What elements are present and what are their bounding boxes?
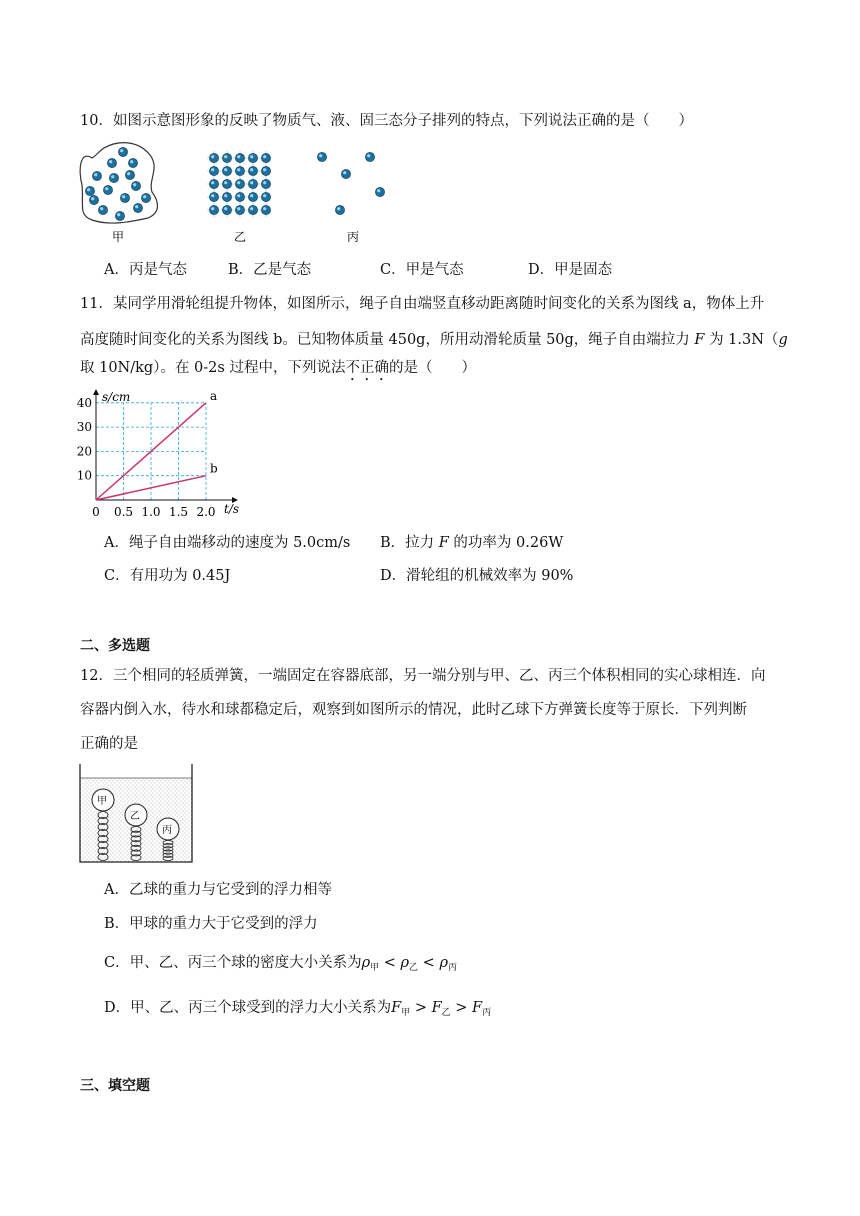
fig-label-yi: 乙 (234, 230, 247, 244)
series-label-a: a (210, 388, 218, 403)
q10-option-d: D．甲是固态 (528, 262, 613, 278)
q10-stem: 10．如图示意图形象的反映了物质气、液、固三态分子排列的特点，下列说法正确的是（ ） (80, 113, 693, 129)
q12-stem-line3: 正确的是 (80, 736, 138, 752)
ball-label-yi: 乙 (130, 811, 140, 822)
q11-option-d: D．滑轮组的机械效率为 90% (380, 568, 574, 584)
q10-option-a: A．丙是气态 (104, 262, 187, 278)
x-tick-label: 2.0 (196, 505, 216, 519)
q11-stem-line1: 11．某同学用滑轮组提升物体，如图所示，绳子自由端竖直移动距离随时间变化的关系为图线 a，物体上升 (80, 296, 765, 312)
series-label-b: b (210, 461, 218, 476)
ball-label-bing: 丙 (162, 825, 172, 836)
q12-stem-line2: 容器内倒入水，待水和球都稳定后，观察到如图所示的情况，此时乙球下方弹簧长度等于原长．下列判断 (80, 702, 747, 718)
q11-stem-line2: 高度随时间变化的关系为图线 b。已知物体质量 450g，所用动滑轮质量 50g，绳子自由端拉力 F 为 1.3N（g (80, 332, 788, 348)
q12-option-d: D．甲、乙、丙三个球受到的浮力大小关系为$F_甲 > F_乙 > F_丙$ (104, 1000, 492, 1018)
q12-option-b: B．甲球的重力大于它受到的浮力 (104, 916, 318, 932)
q10-option-b: B．乙是气态 (228, 262, 312, 278)
y-tick-label: 20 (76, 444, 92, 459)
y-axis-label: s/cm (102, 390, 131, 404)
q11-stem-line3: 取 10N/kg）。在 0-2s 过程中，下列说法不正确的是（ ） (80, 360, 476, 376)
q10-option-c: C．甲是气态 (380, 262, 464, 278)
y-tick-label: 30 (76, 420, 92, 435)
ball-label-jia: 甲 (97, 796, 107, 807)
x-axis-label: t/s (224, 502, 240, 516)
fig-label-bing: 丙 (347, 230, 360, 244)
y-tick-label: 10 (76, 468, 92, 483)
q11-option-a: A．绳子自由端移动的速度为 5.0cm/s (104, 535, 351, 551)
q12-stem-line1: 12．三个相同的轻质弹簧，一端固定在容器底部，另一端分别与甲、乙、丙三个体积相同的实心球相连．向 (80, 668, 766, 684)
x-tick-label: 0.5 (113, 505, 134, 519)
x-tick-label: 1.0 (141, 505, 161, 519)
x-tick-label: 1.5 (168, 505, 189, 519)
origin-label: 0 (92, 505, 100, 519)
y-tick-label: 40 (76, 395, 92, 410)
section-3-title: 三、填空题 (80, 1078, 150, 1094)
section-2-title: 二、多选题 (80, 638, 150, 654)
q11-option-b: B．拉力 F 的功率为 0.26W (380, 535, 564, 551)
q11-option-c: C．有用功为 0.45J (104, 568, 231, 584)
q12-option-a: A．乙球的重力与它受到的浮力相等 (104, 882, 332, 898)
fig-label-jia: 甲 (112, 230, 125, 244)
q12-option-c: C．甲、乙、丙三个球的密度大小关系为$\rho_甲 < \rho_乙 < \rho_丙$ (104, 955, 457, 973)
